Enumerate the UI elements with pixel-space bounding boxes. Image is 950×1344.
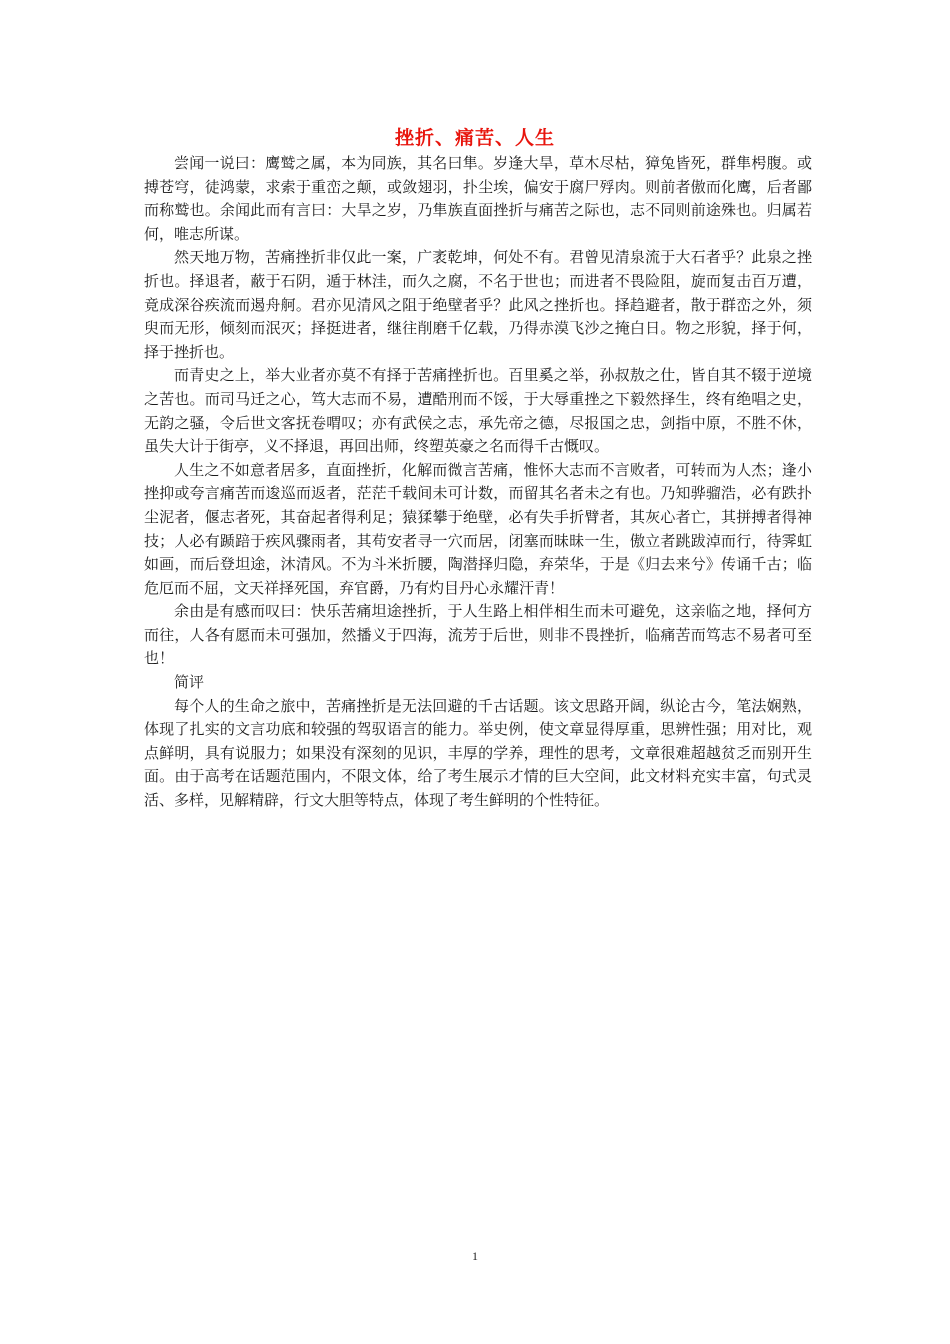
paragraph-5: 余由是有感而叹曰：快乐苦痛坦途挫折，于人生路上相伴相生而未可避免，这亲临之地，择何方而往，人各有愿而未可强加，然播义于四海，流芳于后世，则非不畏挫折，临痛苦而笃志不易者可至也！ — [144, 602, 812, 668]
paragraph-4: 人生之不如意者居多，直面挫折，化解而微言苦痛，惟怀大志而不言败者，可转而为人杰；逢小挫抑或夸言痛苦而逡巡而返者，茫茫千载间未可计数，而留其名者未之有也。乃知骅骝浩，必有跌扑尘泥者，偃志者死，其奋起者得利足；猿猱攀于绝壁，必有失手折臂者，其灰心者亡，其拼搏者得神技；人必有踬踣于疾风骤雨者，其苟安者寻一穴而居，闭塞而昧昧一生，傲立者跳跋淖而行，待霁虹如画，而后登坦途，沐清风。不为斗米折腰，陶潜择归隐，弃荣华，于是《归去来兮》传诵千古；临危厄而不屈，文天祥择死国，弃官爵，乃有灼目丹心永耀汗青！ — [144, 460, 812, 597]
essay-title: 挫折、痛苦、人生 — [394, 127, 555, 149]
review-paragraph: 每个人的生命之旅中，苦痛挫折是无法回避的千古话题。该文思路开阔，纵论古今，笔法娴熟，体现了扎实的文言功底和较强的驾驭语言的能力。举史例，使文章显得厚重，思辨性强；用对比，观点鲜明，具有说服力；如果没有深刻的见识，丰厚的学养，理性的思考，文章很难超越贫乏而别开生面。由于高考在话题范围内，不限文体，给了考生展示才情的巨大空间，此文材料充实丰富，句式灵活、多样，见解精辟，行文大胆等特点，体现了考生鲜明的个性特征。 — [144, 696, 812, 810]
essay-body — [144, 152, 812, 813]
review-heading: 简评 — [174, 673, 205, 692]
paragraph-3: 而青史之上，举大业者亦莫不有择于苦痛挫折也。百里奚之举，孙叔敖之仕，皆自其不辍于逆境之苦也。而司马迁之心，笃大志而不易，遭酷刑而不馁，于大辱重挫之下毅然择生，终有绝唱之史，无韵之骚，令后世文客抚卷喟叹；亦有武侯之志，承先帝之德，尽报国之忠，剑指中原，不胜不休，虽失大计于街亭，义不择退，再回出师，终塑英豪之名而得千古慨叹。 — [144, 366, 812, 456]
page-number: 1 — [472, 1249, 478, 1263]
paragraph-2: 然天地万物，苦痛挫折非仅此一案，广袤乾坤，何处不有。君曾见清泉流于大石者乎？此泉之挫折也。择退者，蔽于石阴，遁于林洼，而久之腐，不名于世也；而进者不畏险阻，旋而复击百万遭，竟成深谷疾流而遏舟舸。君亦见清风之阻于绝壁者乎？此风之挫折也。择趋避者，散于群峦之外，须臾而无形，倾刻而泯灭；择挺进者，继往削磨千亿载，乃得赤漠飞沙之掩白日。物之形貌，择于何，择于挫折也。 — [144, 248, 812, 361]
paragraph-1: 尝闻一说曰：鹰鹫之属，本为同族，其名曰隼。岁逢大旱，草木尽枯，獐兔皆死，群隼枵腹。或搏苍穹，徒鸿蒙，求索于重峦之颠，或敛翅羽，扑尘埃，偏安于腐尸殍肉。则前者傲而化鹰，后者鄙而称鹫也。余闻此而有言曰：大旱之岁，乃隼族直面挫折与痛苦之际也，志不同则前途殊也。归属若何，唯志所谋。 — [144, 154, 812, 243]
